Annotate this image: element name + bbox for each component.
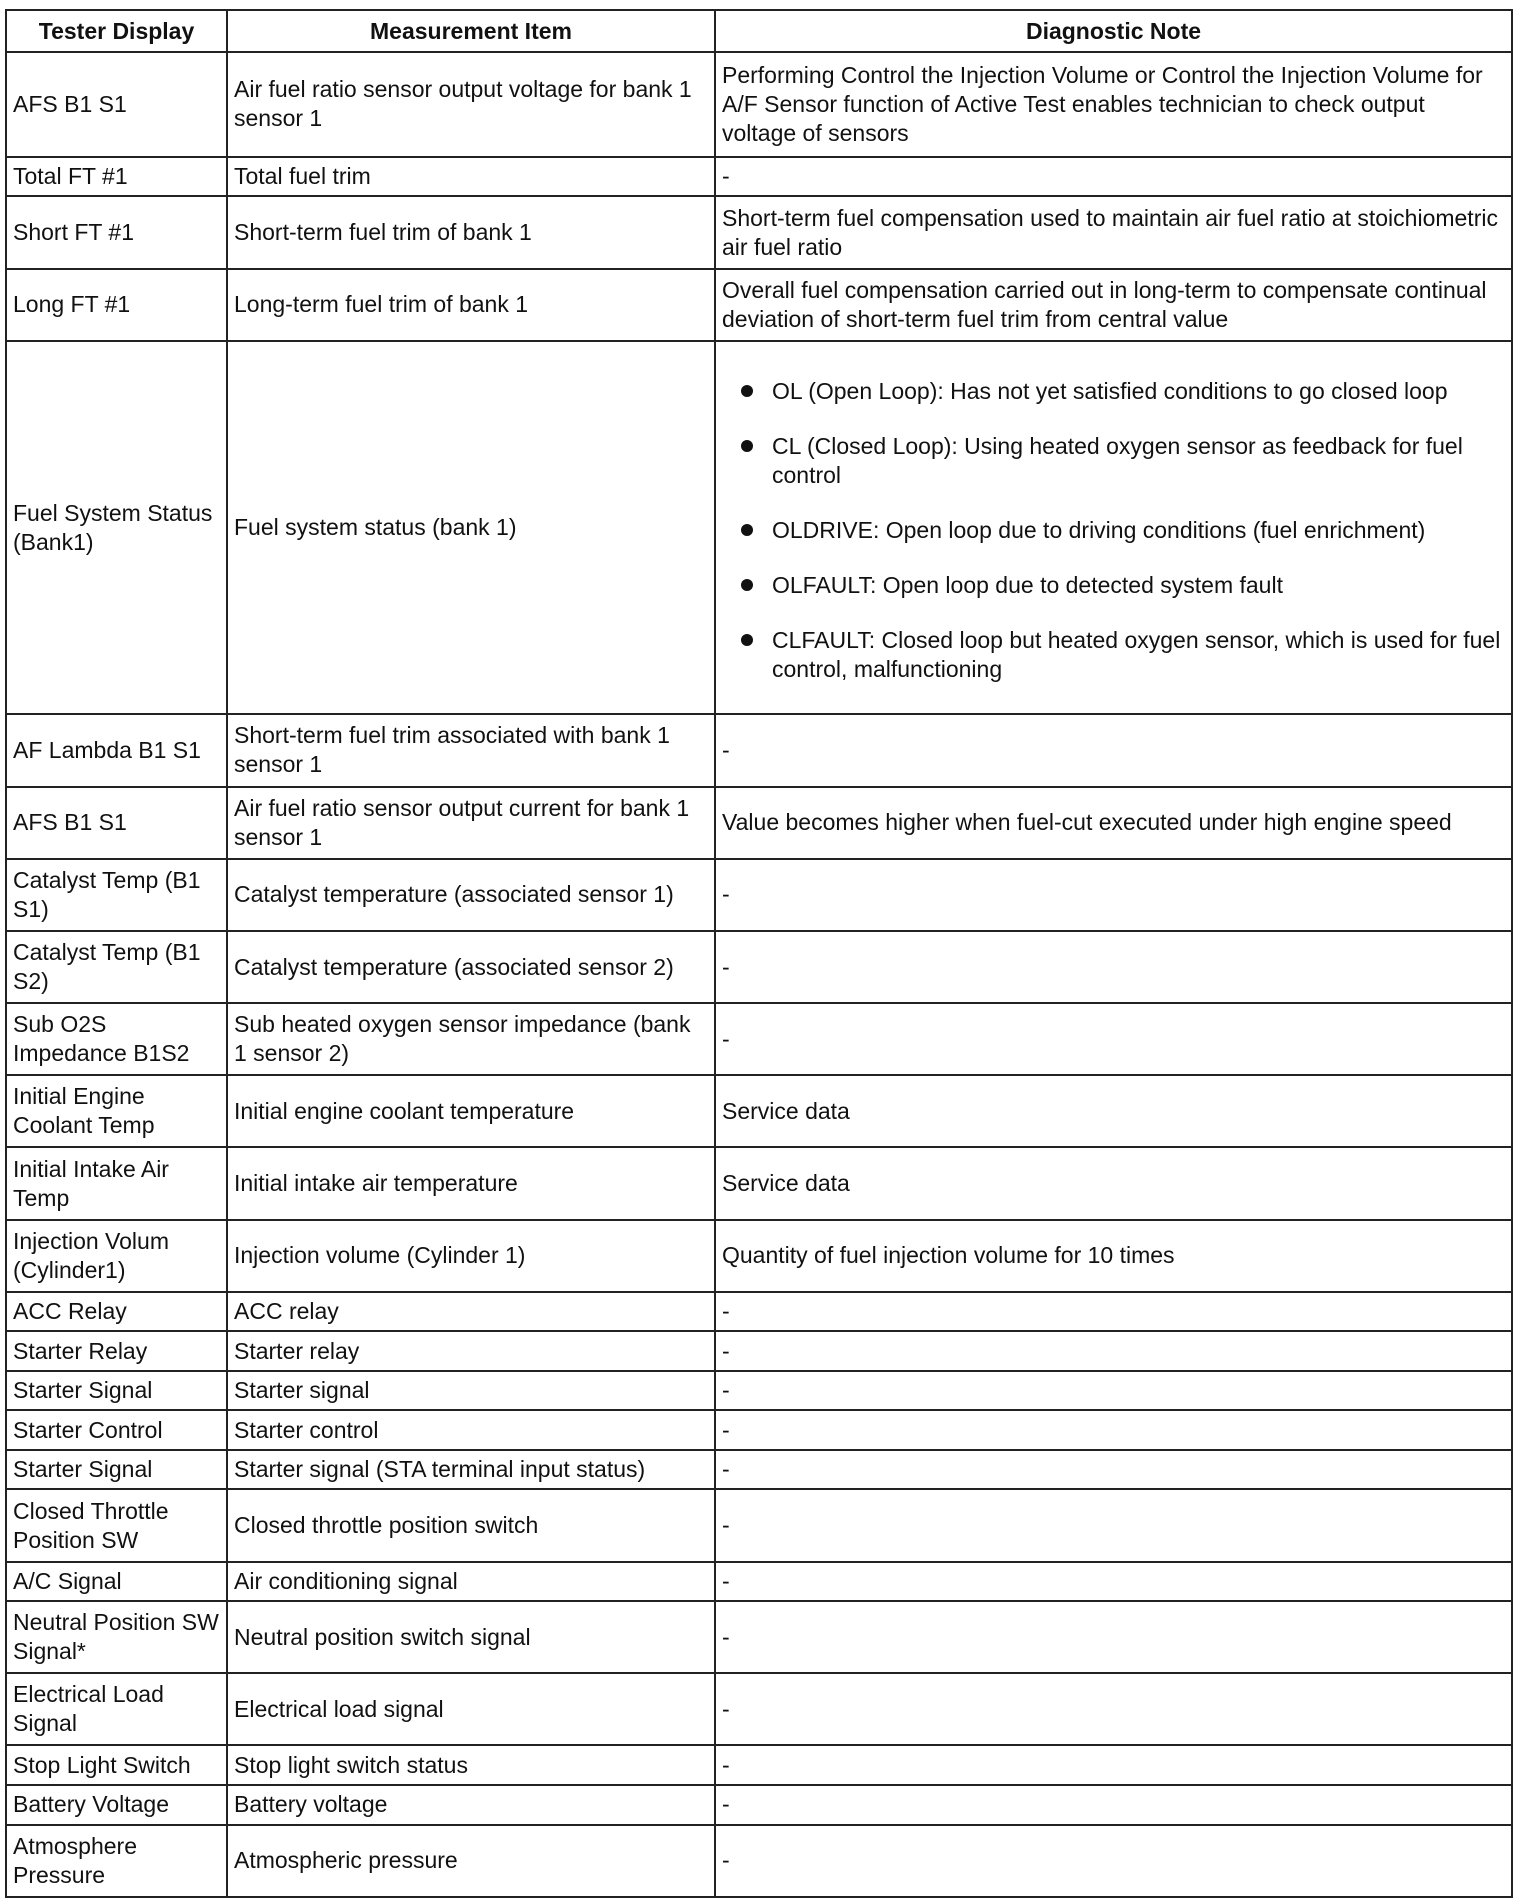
measurement-item-cell: Starter signal (227, 1371, 715, 1411)
diagnostic-note-cell: - (715, 1450, 1512, 1490)
bullet-item (722, 377, 1505, 406)
table-row (6, 787, 1512, 859)
diagnostic-note-cell: Service data (715, 1147, 1512, 1219)
diagnostic-note-cell: - (715, 931, 1512, 1003)
tester-display-cell: Fuel System Status (Bank1) (6, 341, 227, 715)
measurement-item-cell: Total fuel trim (227, 157, 715, 197)
diagnostic-note-cell: - (715, 157, 1512, 197)
measurement-item-cell: Starter signal (STA terminal input status) (227, 1450, 715, 1490)
table-row (6, 52, 1512, 157)
diagnostic-note-cell: - (715, 714, 1512, 786)
measurement-item-cell: Closed throttle position switch (227, 1489, 715, 1561)
measurement-item-cell: Short-term fuel trim associated with bank 1 sensor 1 (227, 714, 715, 786)
tester-display-cell: Injection Volum (Cylinder1) (6, 1220, 227, 1292)
table-row (6, 859, 1512, 931)
bullet-item (722, 432, 1505, 490)
table-row (6, 1292, 1512, 1332)
tester-display-cell: ACC Relay (6, 1292, 227, 1332)
measurement-item-cell: Fuel system status (bank 1) (227, 341, 715, 715)
table-row (6, 1745, 1512, 1785)
tester-display-cell: Sub O2S Impedance B1S2 (6, 1003, 227, 1075)
diagnostic-note-cell: - (715, 1825, 1512, 1897)
table-body (6, 52, 1512, 1897)
bullet-item (722, 516, 1505, 545)
table-row (6, 1331, 1512, 1371)
bullet-dot-icon (741, 524, 753, 536)
tester-display-cell: Atmosphere Pressure (6, 1825, 227, 1897)
diagnostic-note-cell: Performing Control the Injection Volume or Control the Injection Volume for A/F Sensor function of Active Test enables technician to check output voltage of sensors (715, 52, 1512, 157)
table-row (6, 157, 1512, 197)
tester-display-cell: A/C Signal (6, 1562, 227, 1602)
diagnostic-note-cell: - (715, 1673, 1512, 1745)
tester-display-cell: Electrical Load Signal (6, 1673, 227, 1745)
diagnostic-note-cell: - (715, 1292, 1512, 1332)
diagnostic-note-cell: Overall fuel compensation carried out in long-term to compensate continual deviation of short-term fuel trim from central value (715, 269, 1512, 341)
table-row (6, 1450, 1512, 1490)
diagnostic-note-cell: - (715, 1489, 1512, 1561)
diagnostic-note-bullet-list (722, 377, 1505, 684)
diagnostic-note-cell: - (715, 1003, 1512, 1075)
bullet-text: OLFAULT: Open loop due to detected system fault (772, 572, 1283, 599)
table-row (6, 1003, 1512, 1075)
data-list-table (5, 9, 1513, 1898)
tester-display-cell: Initial Engine Coolant Temp (6, 1075, 227, 1147)
data-list-sheet (5, 9, 1511, 1898)
measurement-item-cell: Air fuel ratio sensor output voltage for bank 1 sensor 1 (227, 52, 715, 157)
measurement-item-cell: Catalyst temperature (associated sensor 2) (227, 931, 715, 1003)
tester-display-cell: Catalyst Temp (B1 S2) (6, 931, 227, 1003)
measurement-item-cell: Starter relay (227, 1331, 715, 1371)
bullet-text: OL (Open Loop): Has not yet satisfied conditions to go closed loop (772, 378, 1448, 405)
table-row (6, 1220, 1512, 1292)
table-row (6, 1410, 1512, 1450)
bullet-dot-icon (741, 579, 753, 591)
table-row (6, 341, 1512, 715)
header-diagnostic-note: Diagnostic Note (715, 10, 1512, 52)
table-row (6, 714, 1512, 786)
header-measurement-item: Measurement Item (227, 10, 715, 52)
measurement-item-cell: Air fuel ratio sensor output current for bank 1 sensor 1 (227, 787, 715, 859)
measurement-item-cell: Battery voltage (227, 1785, 715, 1825)
diagnostic-note-cell: Quantity of fuel injection volume for 10 times (715, 1220, 1512, 1292)
diagnostic-note-cell: - (715, 859, 1512, 931)
tester-display-cell: Starter Signal (6, 1371, 227, 1411)
table-row (6, 1673, 1512, 1745)
bullet-item (722, 571, 1505, 600)
tester-display-cell: Closed Throttle Position SW (6, 1489, 227, 1561)
measurement-item-cell: ACC relay (227, 1292, 715, 1332)
bullet-item (722, 626, 1505, 684)
tester-display-cell: Starter Relay (6, 1331, 227, 1371)
table-row (6, 1371, 1512, 1411)
table-row (6, 1601, 1512, 1673)
diagnostic-note-cell: Service data (715, 1075, 1512, 1147)
bullet-text: OLDRIVE: Open loop due to driving conditions (fuel enrichment) (772, 517, 1426, 544)
diagnostic-note-cell: - (715, 1562, 1512, 1602)
bullet-text: CL (Closed Loop): Using heated oxygen sensor as feedback for fuel control (772, 433, 1463, 489)
header-tester-display: Tester Display (6, 10, 227, 52)
bullet-dot-icon (741, 385, 753, 397)
table-row (6, 931, 1512, 1003)
measurement-item-cell: Atmospheric pressure (227, 1825, 715, 1897)
tester-display-cell: Starter Signal (6, 1450, 227, 1490)
tester-display-cell: Initial Intake Air Temp (6, 1147, 227, 1219)
measurement-item-cell: Air conditioning signal (227, 1562, 715, 1602)
diagnostic-note-cell (715, 341, 1512, 715)
measurement-item-cell: Short-term fuel trim of bank 1 (227, 196, 715, 268)
tester-display-cell: Neutral Position SW Signal* (6, 1601, 227, 1673)
measurement-item-cell: Starter control (227, 1410, 715, 1450)
measurement-item-cell: Stop light switch status (227, 1745, 715, 1785)
table-row (6, 1147, 1512, 1219)
measurement-item-cell: Catalyst temperature (associated sensor 1) (227, 859, 715, 931)
diagnostic-note-cell: - (715, 1785, 1512, 1825)
header-row (6, 10, 1512, 52)
measurement-item-cell: Initial intake air temperature (227, 1147, 715, 1219)
measurement-item-cell: Neutral position switch signal (227, 1601, 715, 1673)
tester-display-cell: AF Lambda B1 S1 (6, 714, 227, 786)
measurement-item-cell: Electrical load signal (227, 1673, 715, 1745)
measurement-item-cell: Initial engine coolant temperature (227, 1075, 715, 1147)
table-row (6, 1562, 1512, 1602)
tester-display-cell: Short FT #1 (6, 196, 227, 268)
tester-display-cell: Stop Light Switch (6, 1745, 227, 1785)
measurement-item-cell: Injection volume (Cylinder 1) (227, 1220, 715, 1292)
tester-display-cell: Catalyst Temp (B1 S1) (6, 859, 227, 931)
tester-display-cell: Starter Control (6, 1410, 227, 1450)
tester-display-cell: AFS B1 S1 (6, 52, 227, 157)
tester-display-cell: Battery Voltage (6, 1785, 227, 1825)
table-row (6, 1489, 1512, 1561)
bullet-text: CLFAULT: Closed loop but heated oxygen sensor, which is used for fuel control, malfunctioning (772, 627, 1501, 682)
diagnostic-note-cell: Value becomes higher when fuel-cut executed under high engine speed (715, 787, 1512, 859)
diagnostic-note-cell: - (715, 1601, 1512, 1673)
bullet-dot-icon (741, 440, 753, 452)
tester-display-cell: Long FT #1 (6, 269, 227, 341)
table-row (6, 1075, 1512, 1147)
bullet-dot-icon (741, 634, 753, 646)
table-row (6, 1825, 1512, 1897)
table-row (6, 196, 1512, 268)
table-row (6, 1785, 1512, 1825)
diagnostic-note-cell: - (715, 1371, 1512, 1411)
diagnostic-note-cell: Short-term fuel compensation used to maintain air fuel ratio at stoichiometric air fuel ratio (715, 196, 1512, 268)
diagnostic-note-cell: - (715, 1410, 1512, 1450)
tester-display-cell: Total FT #1 (6, 157, 227, 197)
tester-display-cell: AFS B1 S1 (6, 787, 227, 859)
diagnostic-note-cell: - (715, 1331, 1512, 1371)
measurement-item-cell: Long-term fuel trim of bank 1 (227, 269, 715, 341)
table-row (6, 269, 1512, 341)
diagnostic-note-cell: - (715, 1745, 1512, 1785)
measurement-item-cell: Sub heated oxygen sensor impedance (bank 1 sensor 2) (227, 1003, 715, 1075)
